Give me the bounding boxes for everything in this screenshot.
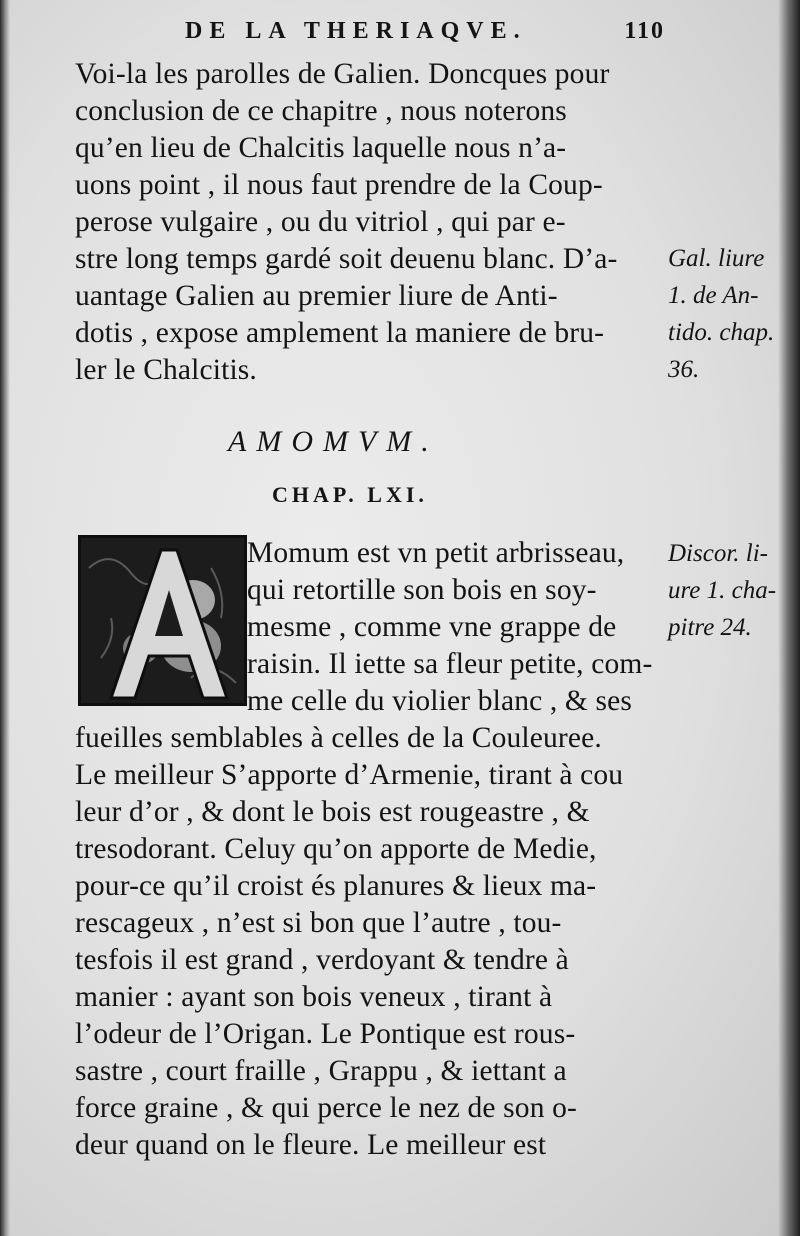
page-number: 110	[624, 18, 665, 44]
text-line: pour-ce qu’il croist és planures & lieux ma-	[75, 870, 597, 902]
text-line: Voi-la les parolles de Galien. Doncques pour	[75, 58, 610, 90]
running-header	[185, 18, 665, 45]
text-line: tesfois il est grand , verdoyant & tendre à	[75, 944, 569, 976]
page-edge-right	[778, 0, 800, 1236]
text-line: uantage Galien au premier liure de Anti-	[75, 280, 558, 312]
text-line: force graine , & qui perce le nez de son o-	[75, 1092, 577, 1124]
section-title: AMOMVM.	[228, 425, 439, 458]
text-line: Le meilleur S’apporte d’Armenie, tirant à cou	[75, 759, 624, 791]
text-line: sastre , court fraille , Grappu , & iettant a	[75, 1055, 567, 1087]
text-line: fueilles semblables à celles de la Couleuree.	[75, 722, 602, 754]
margin-note-line: 1. de An-	[668, 282, 759, 309]
decorated-initial	[78, 535, 247, 706]
text-line: qu’en lieu de Chalcitis laquelle nous n’a-	[75, 132, 567, 164]
text-line: dotis , expose amplement la maniere de bru-	[75, 317, 605, 349]
margin-note-line: Gal. liure	[668, 245, 765, 272]
text-line: Momum est vn petit arbrisseau,	[247, 537, 625, 569]
margin-note-line: 36.	[668, 356, 700, 383]
text-line: ler le Chalcitis.	[75, 354, 257, 386]
text-line: deur quand on le fleure. Le meilleur est	[75, 1129, 547, 1161]
text-line: mesme , comme vne grappe de	[247, 611, 617, 643]
margin-note-line: pitre 24.	[668, 614, 752, 641]
text-line: l’odeur de l’Origan. Le Pontique est rous-	[75, 1018, 576, 1050]
text-line: manier : ayant son bois veneux , tirant à	[75, 981, 553, 1013]
text-line: tresodorant. Celuy qu’on apporte de Medie,	[75, 833, 597, 865]
margin-note-line: tido. chap.	[668, 319, 775, 346]
text-line: leur d’or , & dont le bois est rougeastre , &	[75, 796, 590, 828]
margin-note-line: Discor. li-	[668, 540, 768, 567]
text-line: stre long temps gardé soit deuenu blanc. D’a-	[75, 243, 618, 275]
text-line: me celle du violier blanc , & ses	[247, 685, 633, 717]
page-edge-left	[0, 0, 10, 1236]
text-line: qui retortille son bois en soy-	[247, 574, 597, 606]
text-line: rescageux , n’est si bon que l’autre , tou-	[75, 907, 562, 939]
text-line: conclusion de ce chapitre , nous noterons	[75, 95, 567, 127]
text-line: uons point , il nous faut prendre de la Coup-	[75, 169, 603, 201]
putto-ornament-icon	[81, 538, 244, 703]
text-line: raisin. Il iette sa fleur petite, com-	[247, 648, 653, 680]
chapter-label: CHAP. LXI.	[272, 482, 428, 507]
running-title: DE LA THERIAQVE.	[185, 18, 527, 44]
margin-note-line: ure 1. cha-	[668, 577, 777, 604]
text-line: perose vulgaire , ou du vitriol , qui par e-	[75, 206, 566, 238]
